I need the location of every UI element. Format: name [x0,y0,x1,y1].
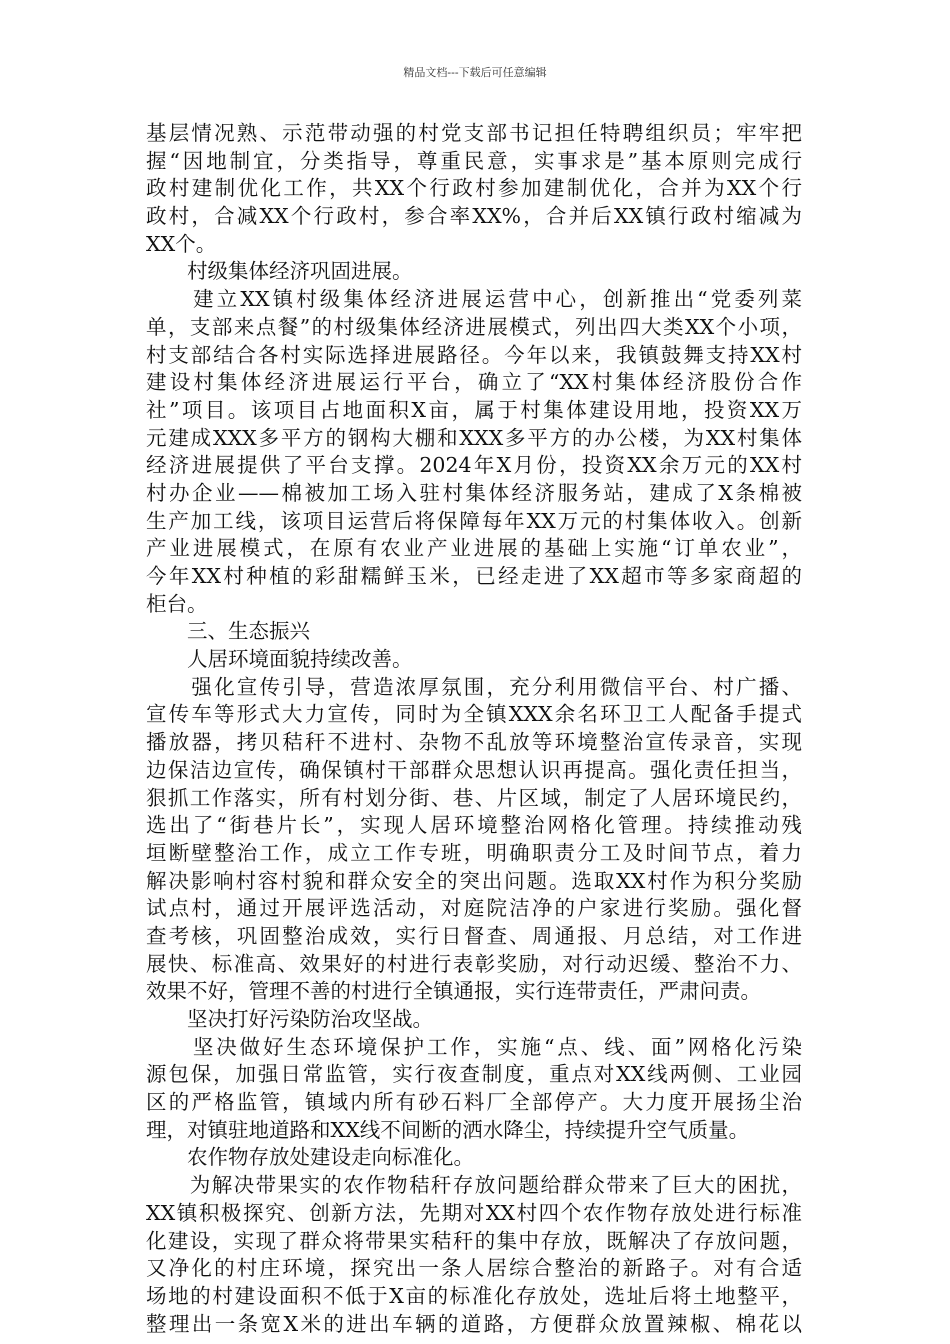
text-line: 宣传车等形式大力宣传，同时为全镇XXX余名环卫工人配备手提式 [146,702,802,727]
text-line: 理，对镇驻地道路和XX线不间断的洒水降尘，持续提升空气质量。 [146,1117,750,1142]
text-line: XX个。 [146,231,217,256]
text-line: 政村，合减XX个行政村，参合率XX%，合并后XX镇行政村缩减为 [146,204,802,229]
text-line: 农作物存放处建设走向标准化。 [146,1145,474,1170]
text-line: 区的严格监管，镇域内所有砂石料厂全部停产。大力度开展扬尘治 [146,1090,802,1115]
text-line: 今年XX村种植的彩甜糯鲜玉米，已经走进了XX超市等多家商超的 [146,564,802,588]
text-line: 社”项目。该项目占地面积X亩，属于村集体建设用地，投资XX万 [146,397,802,422]
text-line: 人居环境面貌持续改善。 [146,647,413,672]
text-line: 场地的村建设面积不低于X亩的标准化存放处，选址后将土地整平， [146,1283,802,1308]
text-line: 整理出一条宽X米的进出车辆的道路，方便群众放置辣椒、棉花以 [146,1311,802,1336]
document-body [146,120,802,1338]
text-line: 建设村集体经济进展运行平台，确立了“XX村集体经济股份合作 [146,370,802,395]
text-line: 垣断壁整治工作，成立工作专班，明确职责分工及时间节点，着力 [146,840,802,865]
text-line: 村级集体经济巩固进展。 [146,259,413,284]
text-line: 三、生态振兴 [146,619,310,644]
text-line: XX镇积极探究、创新方法，先期对XX村四个农作物存放处进行标准 [146,1200,802,1225]
text-line: 展快、标准高、效果好的村进行表彰奖励，对行动迟缓、整治不力、 [146,951,802,976]
text-line: 握“因地制宜，分类指导，尊重民意，实事求是”基本原则完成行 [146,148,802,173]
text-line: 为解决带果实的农作物秸秆存放问题给群众带来了巨大的困扰， [146,1173,802,1198]
text-line: 元建成XXX多平方的钢构大棚和XXX多平方的办公楼，为XX村集体 [146,425,802,450]
text-line: 查考核，巩固整治成效，实行日督查、周通报、月总结，对工作进 [146,923,802,948]
text-line: 柜台。 [146,591,208,616]
text-line: 政村建制优化工作，共XX个行政村参加建制优化，合并为XX个行 [146,176,802,201]
text-line: 产业进展模式，在原有农业产业进展的基础上实施“订单农业”， [146,536,802,561]
text-line: 边保洁边宣传，确保镇村干部群众思想认识再提高。强化责任担当， [146,757,802,782]
text-line: 解决影响村容村貌和群众安全的突出问题。选取XX村作为积分奖励 [146,868,802,893]
text-line: 效果不好，管理不善的村进行全镇通报，实行连带责任，严肃问责。 [146,979,761,1004]
text-line: 村办企业——棉被加工场入驻村集体经济服务站，建成了X条棉被 [146,480,802,505]
text-line: 坚决打好污染防治攻坚战。 [146,1007,433,1031]
text-line: 又净化的村庄环境，探究出一条人居综合整治的新路子。对有合适 [146,1256,802,1281]
text-line: 播放器，拷贝秸秆不进村、杂物不乱放等环境整治宣传录音，实现 [146,730,802,755]
text-line: 基层情况熟、示范带动强的村党支部书记担任特聘组织员；牢牢把 [146,121,802,145]
text-line: 源包保，加强日常监管，实行夜查制度，重点对XX线两侧、工业园 [146,1062,802,1087]
text-line: 试点村，通过开展评选活动，对庭院洁净的户家进行奖励。强化督 [146,896,802,921]
text-line: 选出了“街巷片长”，实现人居环境整治网格化管理。持续推动残 [146,813,802,838]
text-line: 经济进展提供了平台支撑。2024年X月份，投资XX余万元的XX村 [146,453,802,478]
page-header: 精品文档---下载后可任意编辑 [403,66,547,79]
text-line: 建立XX镇村级集体经济进展运营中心，创新推出“党委列菜 [146,287,802,312]
text-line: 单，支部来点餐”的村级集体经济进展模式，列出四大类XX个小项， [146,314,802,339]
text-line: 强化宣传引导，营造浓厚氛围，充分利用微信平台、村广播、 [146,674,802,699]
text-line: 化建设，实现了群众将带果实秸秆的集中存放，既解决了存放问题， [146,1228,802,1253]
text-line: 村支部结合各村实际选择进展路径。今年以来，我镇鼓舞支持XX村 [146,342,802,367]
text-line: 坚决做好生态环境保护工作，实施“点、线、面”网格化污染 [146,1034,802,1059]
text-line: 生产加工线，该项目运营后将保障每年XX万元的村集体收入。创新 [146,508,802,533]
text-line: 狠抓工作落实，所有村划分街、巷、片区域，制定了人居环境民约， [146,785,802,810]
